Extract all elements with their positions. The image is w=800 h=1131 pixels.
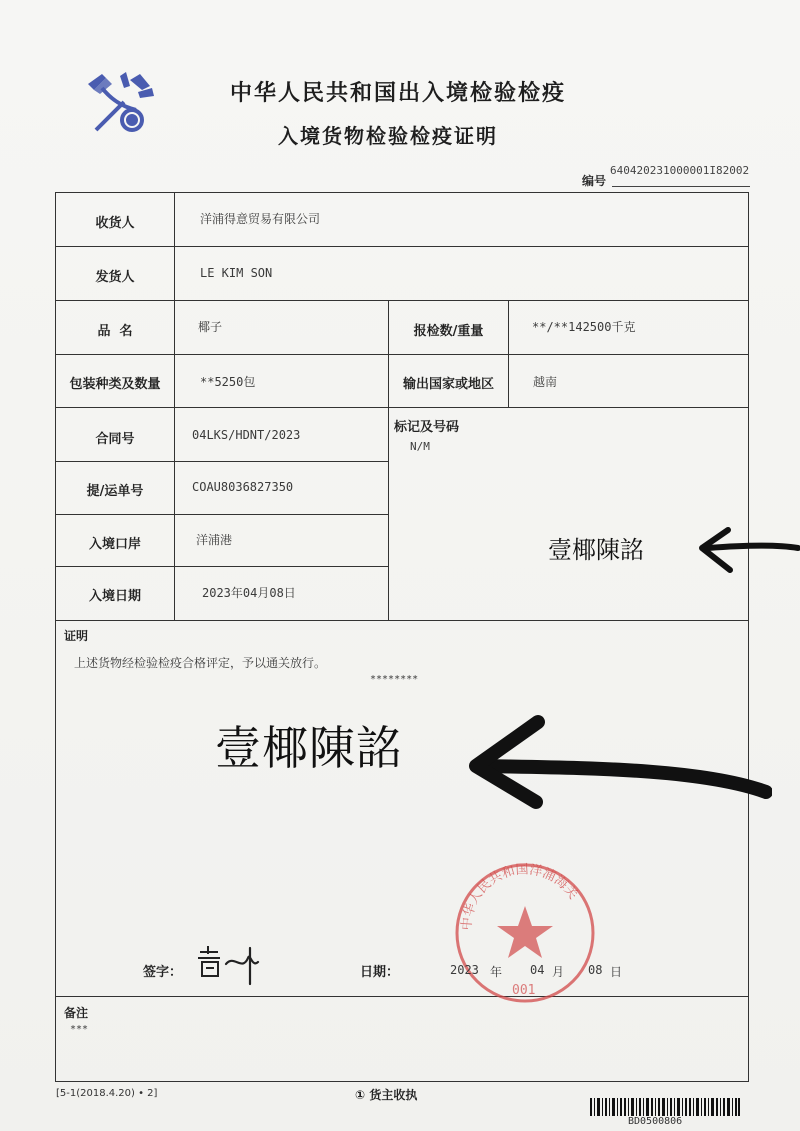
certification-stars: ******** (370, 674, 419, 685)
overlay-big-text: 壹椰陳詺 (215, 721, 403, 775)
sign-date-label: 日期： (360, 965, 400, 980)
consignor-label: 发货人 (95, 270, 135, 285)
org-title: 中华人民共和国出入境检验检疫 (230, 81, 567, 106)
origin-value: 越南 (533, 375, 558, 389)
customs-emblem-icon (80, 68, 160, 140)
row-divider (55, 461, 388, 462)
sign-date-year: 2023 (450, 963, 479, 977)
row-divider (55, 407, 749, 408)
overlay-small-text: 壹椰陳詺 (548, 536, 644, 564)
sign-date-month-unit: 月 (552, 965, 565, 979)
sign-date-year-unit: 年 (490, 965, 503, 979)
quantity-value: **/**142500千克 (532, 320, 636, 334)
doc-title: 入境货物检验检疫证明 (278, 124, 498, 148)
packing-label: 包装种类及数量 (69, 377, 161, 392)
barcode-number: BD0500806 (628, 1116, 683, 1127)
contract-value: 04LKS/HDNT/2023 (192, 428, 301, 442)
handwritten-signature (190, 942, 270, 986)
row-divider (55, 620, 749, 621)
col-divider (508, 300, 509, 407)
port-label: 入境口岸 (88, 537, 141, 552)
bl-label: 提/运单号 (86, 484, 144, 499)
arrow-left-large-icon (460, 710, 772, 814)
official-seal (450, 858, 603, 1008)
row-divider (55, 514, 388, 515)
port-value: 洋浦港 (196, 533, 233, 547)
serial-number: 640420231000001I82002 (610, 164, 750, 177)
marks-label: 标记及号码 (394, 420, 460, 435)
consignee-label: 收货人 (95, 216, 135, 231)
contract-label: 合同号 (95, 432, 135, 447)
sign-date-month: 04 (530, 963, 545, 977)
sign-date-day: 08 (588, 963, 603, 977)
row-divider (55, 354, 749, 355)
product-label: 品 名 (97, 324, 133, 339)
certification-text: 上述货物经检验检疫合格评定，予以通关放行。 (74, 656, 327, 670)
remarks-label: 备注 (64, 1006, 89, 1020)
consignee-value: 洋浦得意贸易有限公司 (200, 212, 321, 226)
svg-text:中华人民共和国洋浦海关 (459, 862, 581, 930)
bl-value: COAU8036827350 (192, 480, 294, 494)
sign-date-day-unit: 日 (610, 965, 623, 979)
row-divider (55, 246, 749, 247)
entry-date-label: 入境日期 (88, 589, 141, 604)
quantity-label: 报检数/重量 (413, 324, 484, 339)
arrow-left-icon (694, 524, 800, 576)
seal-text: 中华人民共和国洋浦海关 (459, 862, 581, 931)
col-divider (388, 300, 389, 620)
col-divider (174, 192, 175, 620)
row-divider (55, 300, 749, 301)
row-divider (55, 996, 749, 997)
product-value: 椰子 (198, 320, 223, 334)
remarks-value: *** (70, 1024, 89, 1035)
signature-label: 签字： (143, 965, 183, 980)
origin-label: 输出国家或地区 (402, 377, 494, 392)
row-divider (55, 566, 388, 567)
packing-value: **5250包 (200, 375, 256, 389)
copy-label: ① 货主收执 (355, 1088, 418, 1102)
entry-date-value: 2023年04月08日 (202, 586, 296, 600)
seal-number: 001 (512, 983, 536, 998)
consignor-value: LE KIM SON (200, 266, 273, 280)
form-code: [5-1(2018.4.20) • 2] (56, 1088, 158, 1099)
serial-label: 编号 (582, 174, 607, 188)
certification-label: 证明 (64, 629, 89, 643)
serial-underline (612, 186, 750, 187)
marks-value: N/M (410, 440, 430, 453)
barcode (590, 1098, 740, 1116)
